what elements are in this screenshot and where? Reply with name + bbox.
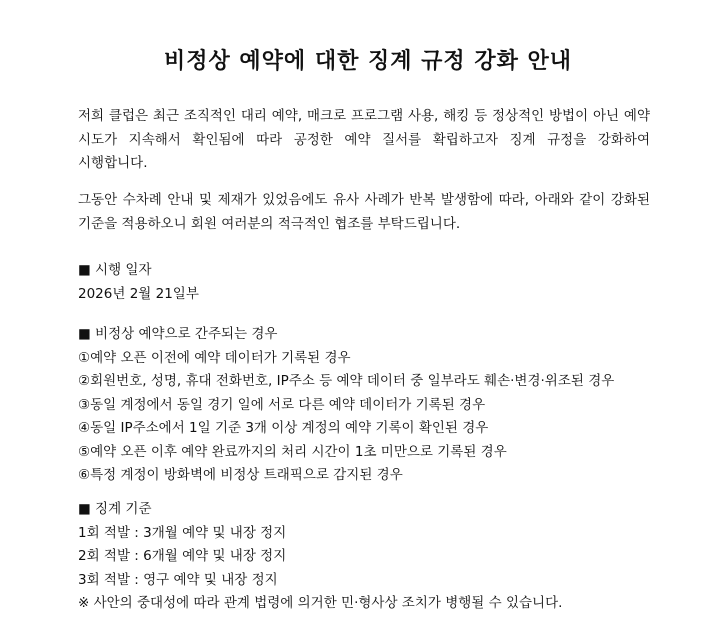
abnormal-case-item: ⑥특정 계정이 방화벽에 비정상 트래픽으로 감지된 경우 xyxy=(78,467,403,483)
notice-title: 비정상 예약에 대한 징계 규정 강화 안내 xyxy=(164,49,572,74)
intro-paragraph-1: 저희 클럽은 최근 조직적인 대리 예약, 매크로 프로그램 사용, 해킹 등 정상적인 방법이 아닌 예약 시도가 지속해서 확인됨에 따라 공정한 예약 질서를 확립하고자 징계 규정을 강화하여 시행합니다. xyxy=(78,108,650,171)
effective-date-value: 2026년 2월 21일부 xyxy=(78,285,199,302)
effective-date-heading: ■ 시행 일자 xyxy=(78,262,152,278)
abnormal-case-item: ②회원번호, 성명, 휴대 전화번호, IP주소 등 예약 데이터 중 일부라도 훼손·변경·위조된 경우 xyxy=(78,373,615,389)
abnormal-case-item: ④동일 IP주소에서 1일 기준 3개 이상 계정의 예약 기록이 확인된 경우 xyxy=(78,420,489,436)
discipline-section xyxy=(78,498,658,616)
discipline-item: 1회 적발 : 3개월 예약 및 내장 정지 xyxy=(78,524,287,541)
abnormal-case-item: ⑤예약 오픈 이후 예약 완료까지의 처리 시간이 1초 미만으로 기록된 경우 xyxy=(78,443,507,460)
abnormal-case-item: ①예약 오픈 이전에 예약 데이터가 기록된 경우 xyxy=(78,349,351,366)
discipline-note: ※ 사안의 중대성에 따라 관계 법령에 의거한 민·형사상 조치가 병행될 수 있습니다. xyxy=(78,595,563,611)
intro-paragraph-2: 그동안 수차례 안내 및 제재가 있었음에도 유사 사례가 반복 발생함에 따라, 아래와 같이 강화된 기준을 적용하오니 회원 여러분의 적극적인 협조를 부탁드립니다. xyxy=(78,192,650,232)
abnormal-case-item: ③동일 계정에서 동일 경기 일에 서로 다른 예약 데이터가 기록된 경우 xyxy=(78,396,486,413)
discipline-item: 2회 적발 : 6개월 예약 및 내장 정지 xyxy=(78,548,287,564)
abnormal-cases-section xyxy=(78,323,658,488)
abnormal-cases-heading: ■ 비정상 예약으로 간주되는 경우 xyxy=(78,326,278,342)
discipline-heading: ■ 징계 기준 xyxy=(78,501,152,517)
effective-date-section xyxy=(78,259,658,306)
discipline-item: 3회 적발 : 영구 예약 및 내장 정지 xyxy=(78,571,278,588)
